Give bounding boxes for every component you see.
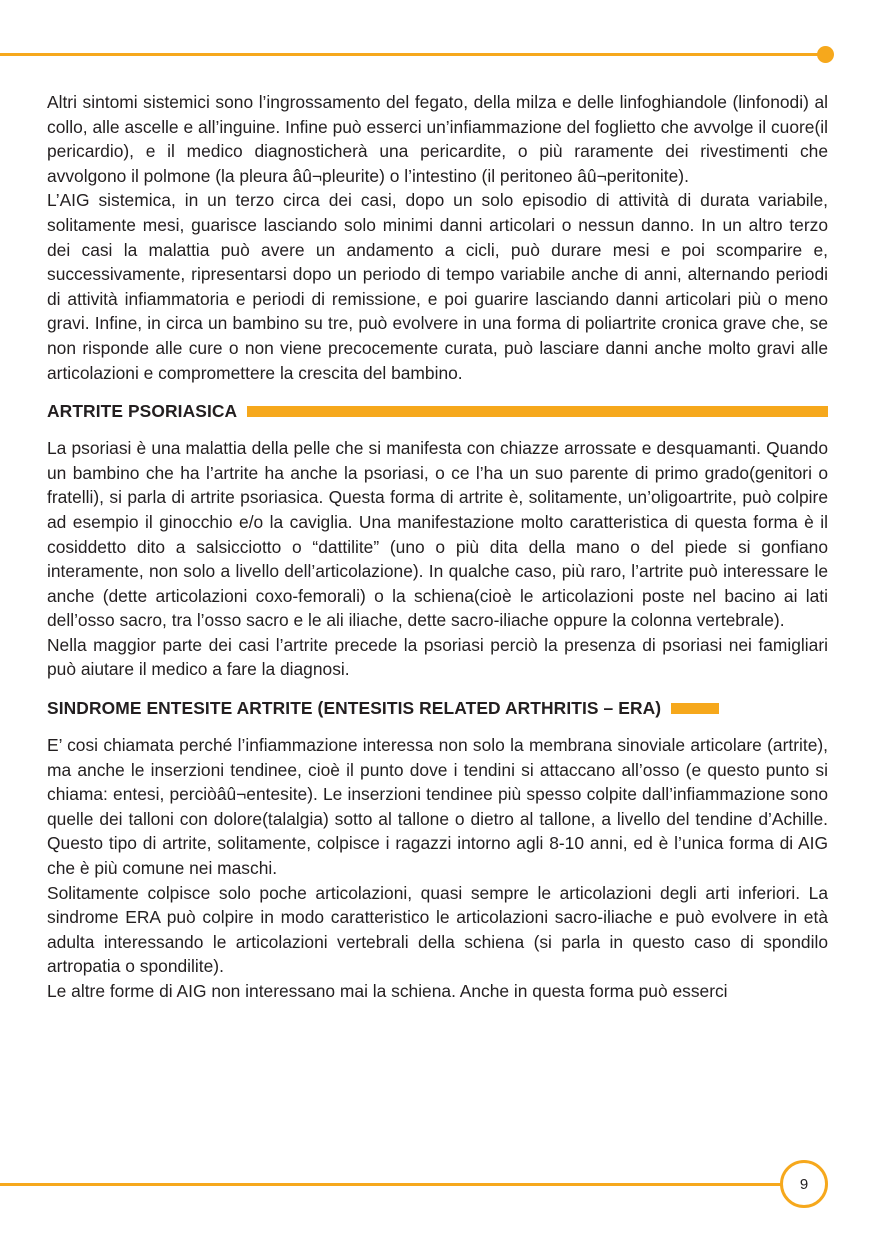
page-content — [47, 90, 828, 1004]
intro-paragraph-1: Altri sintomi sistemici sono l’ingrossamento del fegato, della milza e delle linfoghiandole (linfonodi) al collo, alle ascelle e all’inguine. Infine può esserci un’infiammazione del foglietto che avvolge il cuore(il pericardio), e il medico diagnosticherà una pericardite, o più raramente dei rivestimenti che avvolgono il polmone (la pleura âû¬pleurite) o l’intestino (il peritoneo âû¬peritonite). — [47, 92, 828, 186]
bottom-decorative-rule — [0, 1183, 782, 1186]
heading-accent-bar — [247, 406, 828, 417]
section-heading-era — [47, 698, 828, 719]
section-title: ARTRITE PSORIASICA — [47, 401, 238, 422]
top-rule-dot — [817, 46, 834, 63]
era-paragraph-2: Solitamente colpisce solo poche articolazioni, quasi sempre le articolazioni degli arti inferiori. La sindrome ERA può colpire in modo caratteristico le articolazioni sacro-iliache e può evolvere in età adulta interessando le articolazioni vertebrali della schiena (si parla in questo caso di spondilo artropatia o spondilite). — [47, 882, 828, 977]
intro-paragraph-2: L’AIG sistemica, in un terzo circa dei casi, dopo un solo episodio di attività di durata variabile, solitamente mesi, guarisce lasciando solo minimi danni articolari o nessun danno. In un altro terzo dei casi la malattia può avere un andamento a cicli, può durare mesi e poi scomparire e, successivamente, ripresentarsi dopo un periodo di tempo variabile anche di anni, alternando periodi di attività infiammatoria e periodi di remissione, e poi guarire lasciando danni articolari più o meno gravi. Infine, in circa un bambino su tre, può evolvere in una forma di poliartrite cronica grave che, se non risponde alle cure o non viene precocemente curata, può lasciare danni anche molto gravi alle articolazioni e compromettere la crescita del bambino. — [47, 190, 828, 383]
top-decorative-rule — [0, 53, 822, 56]
section-heading-psoriatic — [47, 401, 828, 422]
section-title: SINDROME ENTESITE ARTRITE (ENTESITIS RELATED ARTHRITIS – ERA) — [47, 698, 662, 719]
page-number-badge — [780, 1160, 828, 1208]
era-paragraph-3: Le altre forme di AIG non interessano mai la schiena. Anche in questa forma può esserci — [47, 981, 728, 1001]
era-paragraph-1: E’ cosi chiamata perché l’infiammazione interessa non solo la membrana sinoviale articolare (artrite), ma anche le inserzioni tendinee, cioè il punto dove i tendini si attaccano all’osso (e questo punto si chiama: entesi, perciòâû¬entesite). Le inserzioni tendinee più spesso colpite dall’infiammazione sono quelle dei talloni con dolore(talalgia) sotto al tallone o dietro al tallone, a livello del tendine d’Achille. Questo tipo di artrite, solitamente, colpisce i ragazzi intorno agli 8-10 anni, ed è l’unica forma di AIG che è più comune nei maschi. — [47, 735, 828, 879]
page-number: 9 — [799, 1175, 809, 1193]
heading-accent-bar — [671, 703, 719, 714]
psoriatic-paragraph-2: Nella maggior parte dei casi l’artrite precede la psoriasi perciò la presenza di psoriasi nei famigliari può aiutare il medico a fare la diagnosi. — [47, 634, 828, 680]
psoriatic-paragraph-1: La psoriasi è una malattia della pelle che si manifesta con chiazze arrossate e desquamanti. Quando un bambino che ha l’artrite ha anche la psoriasi, o ce l’ha un suo parente di primo grado(genitori o fratelli), si parla di artrite psoriasica. Questa forma di artrite è, solitamente, un’oligoartrite, può colpire ad esempio il ginocchio e/o la caviglia. Una manifestazione molto caratteristica di questa forma è il cosiddetto dito a salsicciotto o “dattilite” (uno o più dita della mano o del piede si gonfiano interamente, non solo a livello dell’articolazione). In qualche caso, più raro, l’artrite può interessare le anche (dette articolazioni coxo-femorali) o la schiena(cioè le articolazioni poste nel bacino ai lati dell’osso sacro, tra l’osso sacro e le ali iliache, dette sacro-iliache oppure la colonna vertebrale). — [47, 438, 828, 631]
